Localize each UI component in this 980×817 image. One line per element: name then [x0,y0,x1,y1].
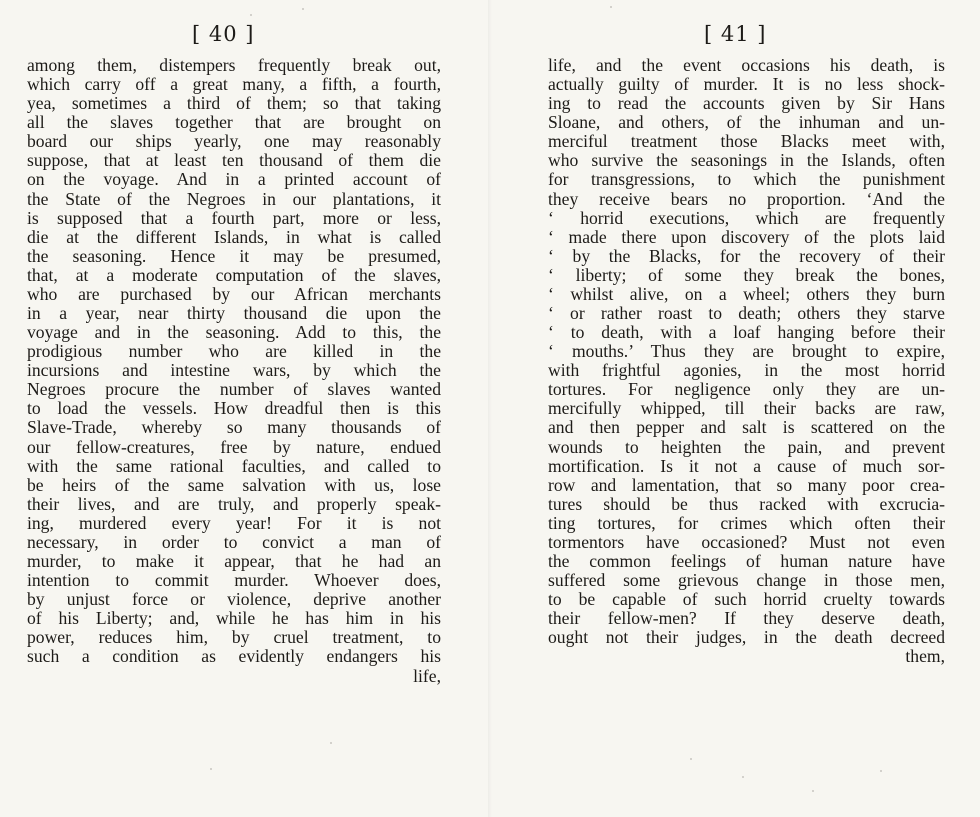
text-line: tortures. For negligence only they are un- [548,379,945,400]
text-line: row and lamentation, that so many poor crea- [548,474,945,495]
text-line: ting tortures, for crimes which often their [548,512,945,533]
text-line: the common feelings of human nature have [548,551,945,572]
text-line: ‘ liberty; of some they break the bones, [548,264,945,285]
paper-speck [302,8,304,10]
paper-speck [210,768,212,770]
text-line: ‘ or rather roast to death; others they starve [548,303,945,324]
text-line: Negroes procure the number of slaves wanted [27,379,441,400]
page-number-left: [ 40 ] [192,22,255,46]
text-line: ‘ mouths.’ Thus they are brought to expire, [548,341,945,362]
catchword: life, [413,665,441,686]
text-line: to load the vessels. How dreadful then is this [27,398,441,419]
text-line: for transgressions, to which the punishment [548,169,945,190]
text-line: which carry off a great many, a fifth, a fourth, [27,74,441,95]
text-line: who survive the seasonings in the Islands, often [548,150,945,171]
text-line: board our ships yearly, one may reasonably [27,131,441,152]
text-line: Slave-Trade, whereby so many thousands of [27,417,441,438]
text-line: actually guilty of murder. It is no less shock- [548,74,945,95]
text-line: in a year, near thirty thousand die upon the [27,303,441,324]
text-line: suppose, that at least ten thousand of them die [27,150,441,171]
paper-speck [250,14,252,16]
text-line: incursions and intestine wars, by which the [27,360,441,381]
text-line: necessary, in order to convict a man of [27,531,441,552]
text-line: among them, distempers frequently break out, [27,55,441,75]
text-line: mercifully whipped, till their backs are raw, [548,398,945,419]
right-page [490,0,980,817]
paper-speck [742,776,744,778]
text-line: tures should be thus racked with excrucia- [548,493,945,514]
text-line: such a condition as evidently endangers his [27,646,441,667]
text-line: the seasoning. Hence it may be presumed, [27,245,441,266]
text-line: ing to read the accounts given by Sir Hans [548,93,945,114]
right-page-text [548,56,945,667]
text-line: yea, sometimes a third of them; so that taking [27,93,441,114]
catchword: them, [905,646,945,667]
text-line: of his Liberty; and, while he has him in his [27,608,441,629]
text-line: is supposed that a fourth part, more or less, [27,207,441,228]
text-line: all the slaves together that are brought on [27,112,441,133]
text-line: they receive bears no proportion. ‘And the [548,188,945,209]
text-line: ‘ by the Blacks, for the recovery of their [548,245,945,266]
text-line: life, and the event occasions his death, is [548,55,945,75]
text-line: by unjust force or violence, deprive another [27,589,441,610]
text-line: mortification. Is it not a cause of much sor- [548,455,945,476]
text-line: with the same rational faculties, and called to [27,455,441,476]
text-line: with frightful agonies, in the most horrid [548,360,945,381]
text-line: and then pepper and salt is scattered on the [548,417,945,438]
text-line: their fellow-men? If they deserve death, [548,608,945,629]
text-line: ‘ to death, with a loaf hanging before their [548,322,945,343]
text-line: die at the different Islands, in what is called [27,226,441,247]
page-number-right: [ 41 ] [704,22,767,46]
text-line: be heirs of the same salvation with us, lose [27,474,441,495]
left-page-text [27,56,441,686]
text-line: that, at a moderate computation of the slaves, [27,264,441,285]
paper-speck [330,742,332,744]
text-line: merciful treatment those Blacks meet with, [548,131,945,152]
text-line: voyage and in the seasoning. Add to this, the [27,322,441,343]
paper-speck [610,6,612,8]
text-line: ought not their judges, in the death decreed [548,627,945,648]
text-line: their lives, and are truly, and properly speak- [27,493,441,514]
text-line: wounds to heighten the pain, and prevent [548,436,945,457]
text-line: intention to commit murder. Whoever does, [27,570,441,591]
text-line: the State of the Negroes in our plantations, it [27,188,441,209]
text-line: Sloane, and others, of the inhuman and un- [548,112,945,133]
text-line: ‘ made there upon discovery of the plots laid [548,226,945,247]
text-line: who are purchased by our African merchants [27,283,441,304]
text-line: ‘ whilst alive, on a wheel; others they burn [548,283,945,304]
text-line: to be capable of such horrid cruelty towards [548,589,945,610]
text-line: ‘ horrid executions, which are frequently [548,207,945,228]
text-line: tormentors have occasioned? Must not even [548,531,945,552]
text-line: ing, murdered every year! For it is not [27,512,441,533]
text-line: suffered some grievous change in those men, [548,570,945,591]
text-line: prodigious number who are killed in the [27,341,441,362]
text-line: on the voyage. And in a printed account of [27,169,441,190]
text-line: our fellow-creatures, free by nature, endued [27,436,441,457]
text-line: power, reduces him, by cruel treatment, to [27,627,441,648]
text-line: murder, to make it appear, that he had an [27,551,441,572]
paper-speck [690,758,692,760]
paper-speck [812,790,814,792]
paper-speck [880,770,882,772]
